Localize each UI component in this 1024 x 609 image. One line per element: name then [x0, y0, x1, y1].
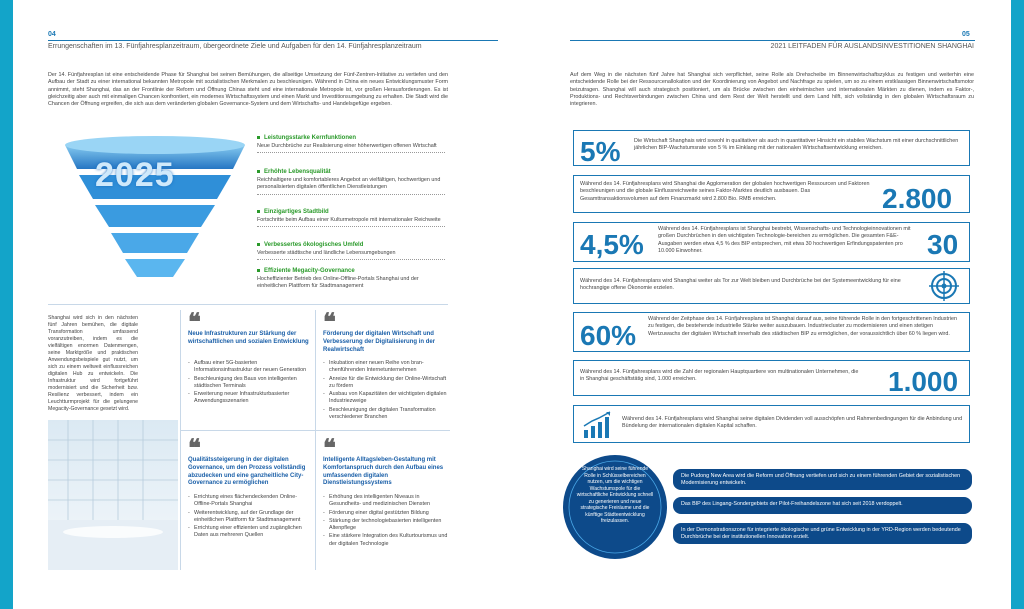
- funnel-item-5: [257, 267, 445, 293]
- stat-value: 5%: [580, 136, 621, 167]
- block-bullet: - Stärkung der technologiebasierten intelligenten Altenpflege: [323, 518, 448, 533]
- quote-mark-icon: ❝: [188, 433, 201, 462]
- right-intro: Auf dem Weg in die nächsten fünf Jahre hat Shanghai sich verpflichtet, seine Rolle als Drehscheibe im Binnenwirtschaftszyklus zu festigen und weiterhin eine entscheidende Rolle bei der Ressourcenallokation und der Koordinierung von Angebot und Nachfrage zu spielen, um so zu einem erstklassigen Binnenwirtschaftsmotor beizutragen. Shanghai will auch strategisch positioniert, um als Brücke zwischen den einheimischen und internationalen Märkten zu dienen, indem es Faktor-, Produktions- und Rechtsverbindungen zwischen China und dem Rest der Welt herstellt und dem Land hilft, sich vollständig in den globalen Wirtschaftsraum zu integrieren.: [570, 72, 974, 108]
- stat-text: Während des 14. Fünfjahresplans ist Shanghai bestrebt, Wissenschafts- und Technologieinnovationen mit großen Durchbrüchen in den wichtigsten Technologie-bereichen zu ermöglichen. Die gesamten F&E-Ausgaben werden etwa 4,5 % des BIP entsprechen, mit etwa 30 hochwertigen Erfindungspatenten pro 10.000 Einwohner.: [658, 226, 911, 254]
- building-image: [48, 420, 178, 570]
- pudong-bar: Die Pudong New Area wird die Reform und Öffnung vertiefen und sich zu einem führenden Gebiet der sozialistischen Modernisierung entwickeln.: [673, 469, 972, 490]
- block-bullet: - Inkubation einer neuen Reihe von branchenführenden Internetunternehmen: [323, 360, 448, 375]
- left-page-number: 04: [48, 31, 56, 38]
- block-title: Intelligente Alltagsleben-Gestaltung mit Komfortanspruch durch den Aufbau eines umfassenden digitalen Dienstleistungssystems: [323, 457, 444, 487]
- right-header-rule: [570, 40, 975, 41]
- left-sidebar: [0, 0, 13, 609]
- stat-value: 2.800: [882, 183, 953, 214]
- block-bullet: - Ausbau von Kapazitäten der wichtigsten digitalen Industriezweige: [323, 391, 448, 406]
- funnel-item-text: Reichhaltigere und komfortableres Angebot an vielfältigen, hochwertigen und personalisierten digitalen öffentlichen Dienstleistungen: [257, 177, 441, 191]
- stat-text: Während der Zeitphase des 14. Fünfjahresplans ist Shanghai darauf aus, seine führende Rolle in den fortgeschrittenen Industrien zu festigen, die bestehende industrielle Stärke weiter auszubauen. Industriecluster zu modernisieren und einen stetigen Wertzuwachs der digitalen Wirtschaft innerhalb des städtischen BIP zu ermöglichen, der voraussichtlich über 60 % liegen wird.: [648, 316, 957, 337]
- stat-value: 60%: [580, 320, 637, 351]
- block-list: [323, 360, 448, 422]
- stat-value: 4,5%: [580, 229, 644, 260]
- left-intro: Der 14. Fünfjahresplan ist eine entscheidende Phase für Shanghai bei seinen Bemühungen, die allseitige Umsetzung der Fünf-Zentren-Initiative zu vertiefen und den Aufbau der Stadt zu einer international bekannten Metropole mit sozialistischen Merkmalen zu beschleunigen. Während in China ein neues Entwicklungsmuster Form annimmt, steht Shanghai, das an der Frontlinie der Reform und Öffnung Chinas steht und eine internationale Metropole ist, vor großen Herausforderungen. Es ist gleichzeitig aber auch mit einmaligen Chancen konfrontiert, ein modernes Wirtschaftssystem und einen Markt und Investitionsumgebung zu erhalten. Die Stadt wird die Chancen der Öffnung ergreifen, die sich aus dem veränderten globalen Governance-System und dem Wirtschafts- und Handelsgefüge ergeben.: [48, 72, 448, 108]
- block-list: [323, 494, 448, 549]
- circle-text: Shanghai wird seine führende Rolle in Schlüsselbereichen nutzen, um die wichtigen Wachstumspole für die wirtschaftliche Entwicklung schnell zu generieren und neue strategische Freiräume und die künftige Städteentwicklung freizulassen.: [576, 466, 654, 524]
- block-bullet: - Errichtung einer effizienten und zugänglichen Daten aus mehreren Quellen: [188, 525, 310, 540]
- stat-text: Während des 14. Fünfjahresplans wird Shanghai weiter als Tor zur Welt bleiben und Durchbrüche bei der Systemeentwicklung für eine hochrangige offene Ökonomie erzielen.: [580, 278, 901, 292]
- right-page-number: 05: [962, 31, 970, 38]
- funnel-item-text: Hocheffizienter Betrieb des Online-Offline-Portals Shanghai und der einheitlichen Plattform für Stadtmanagement: [257, 276, 419, 290]
- side-text: Shanghai wird sich in den nächsten fünf Jahren bemühen, die digitale Transformation umfassend voranzutreiben, indem es die vielfältigen enormen Datenmengen, seine Marktgröße und praktischen Anwendungsbeispiele gut nutzt, um sich zu einem weltweit einflussreichen digitalen Hub zu entwickeln. Die Infrastruktur wird fortgeführt modernisiert und die Sicherheit bzw. Resilienz verbessert, indem ein Leuchtturmprojekt für die gelungene Megacity-Governance gesetzt wird.: [48, 315, 138, 413]
- yrd-bar: In der Demonstrationszone für integrierte ökologische und grüne Entwicklung in der YRD-Region werden bedeutende Durchbrüche bei der institutionellen Innovation erzielt.: [673, 523, 972, 544]
- block-title: Neue Infrastrukturen zur Stärkung der wirtschaftlichen und sozialen Entwicklung: [188, 331, 309, 345]
- funnel-item-3: [257, 208, 445, 227]
- section-divider: [48, 304, 448, 305]
- block-bullet: - Beschleunigung der digitalen Transformation verschiedener Branchen: [323, 407, 448, 422]
- left-header-rule: [48, 40, 498, 41]
- funnel-item-title: Effiziente Megacity-Governance: [264, 268, 355, 274]
- stat-text: Während des 14. Fünfjahresplans wird die Zahl der regionalen Hauptquartiere von multinationalen Unternehmen, die in Shanghai geschäftstätig sind, 1.000 erreichen.: [580, 369, 859, 383]
- block-bullet: - Errichtung eines flächendeckenden Online-Offline-Portals Shanghai: [188, 494, 310, 509]
- funnel-item-text: Fortschritte beim Aufbau einer Kulturmetropole mit internationaler Reichweite: [257, 217, 441, 224]
- row-divider: [180, 430, 450, 431]
- growth-chart-icon: [582, 410, 616, 440]
- stat-value: 1.000: [888, 366, 959, 397]
- target-icon: [928, 270, 960, 302]
- quote-mark-icon: ❝: [323, 307, 336, 336]
- funnel-item-4: [257, 241, 445, 260]
- block-bullet: - Anreize für die Entwicklung der Online-Wirtschaft zu fördern: [323, 376, 448, 391]
- stat-value-secondary: 30: [927, 229, 959, 260]
- funnel-item-title: Einzigartiges Stadtbild: [264, 209, 329, 215]
- funnel-item-title: Erhöhte Lebensqualität: [264, 169, 331, 175]
- funnel-item-title: Leistungsstarke Kernfunktionen: [264, 135, 357, 141]
- quote-mark-icon: ❝: [188, 307, 201, 336]
- right-sidebar: [1011, 0, 1024, 609]
- block-bullet: - Weiterentwicklung, auf der Grundlage der einheitlichen Plattform für Stadtmanagement: [188, 510, 310, 525]
- block-bullet: - Aufbau einer 5G-basierten Informationsinfrastruktur der neuen Generation: [188, 360, 310, 375]
- block-bullet: - Erhöhung des intelligenten Niveaus in Gesundheits- und medizinischen Diensten: [323, 494, 448, 509]
- funnel-item-title: Verbessertes ökologisches Umfeld: [264, 242, 364, 248]
- block-bullet: - Erweiterung neuer Infrastrukturbasierter Anwendungsszenarien: [188, 391, 310, 406]
- column-divider: [180, 310, 181, 570]
- quote-mark-icon: ❝: [323, 433, 336, 462]
- stat-text: Die Wirtschaft Shanghais wird sowohl in qualitativer als auch in quantitativer Hinsicht ein stabiles Wachstum mit einer durchschnittlichen jährlichen BIP-Wachstumsrate von 5 % im Einklang mit der nationalen Wirtschaftsentwicklung erreichen.: [634, 138, 959, 152]
- right-header-title: 2021 LEITFADEN FÜR AUSLANDSINVESTITIONEN SHANGHAI: [770, 43, 974, 50]
- lingang-bar: Das BIP des Lingang-Sondergebiets der Pilot-Freihandelszone hat sich seit 2018 verdoppelt.: [673, 497, 972, 514]
- block-bullet: - Beschleunigung des Baus von intelligenten städtischen Terminals: [188, 376, 310, 391]
- block-bullet: - Eine stärkere Integration des Kulturtourismus und der digitalen Technologie: [323, 533, 448, 548]
- stat-text: Während des 14. Fünfjahresplans wird Shanghai seine digitalen Dividenden voll ausschöpfen und Rahmenbedingungen für die Anbindung und Bündelung der internationalen digitalen Kapital schaffen.: [622, 416, 963, 430]
- funnel-item-text: Neue Durchbrüche zur Realisierung einer höherwertigen offenen Wirtschaft: [257, 143, 437, 150]
- block-title: Förderung der digitalen Wirtschaft und Verbesserung der Digitalisierung in der Realwirtschaft: [323, 331, 436, 353]
- block-bullet: - Förderung einer digital gestützten Bildung: [323, 510, 448, 517]
- block-title: Qualitätssteigerung in der digitalen Governance, um den Prozess vollständig abzudecken und eine ganzheitliche City-Governance zu ermöglichen: [188, 457, 306, 487]
- left-header-title: Errungenschaften im 13. Fünfjahresplanzeitraum, übergeordnete Ziele und Aufgaben für den 14. Fünfjahresplanzeitraum: [48, 43, 422, 50]
- funnel-graphic: [55, 125, 255, 285]
- block-list: [188, 494, 310, 541]
- stat-text: Während des 14. Fünfjahresplans wird Shanghai die Agglomeration der globalen hochwertigen Ressourcen und Faktoren beschleunigen und die globale Einflussreichweite seines Faktor-Marktes deutlich ausbauen. Das Gesamttransaktionsvolumen auf dem Finanzmarkt wird 2.800 Bio. RMB erreichen.: [580, 181, 870, 202]
- funnel-item-text: Verbesserte städtische und ländliche Lebensumgebungen: [257, 250, 396, 257]
- funnel-item-1: [257, 134, 445, 153]
- year-2025: 2025: [95, 156, 175, 194]
- funnel-item-2: [257, 168, 445, 195]
- block-list: [188, 360, 310, 407]
- column-divider: [315, 310, 316, 570]
